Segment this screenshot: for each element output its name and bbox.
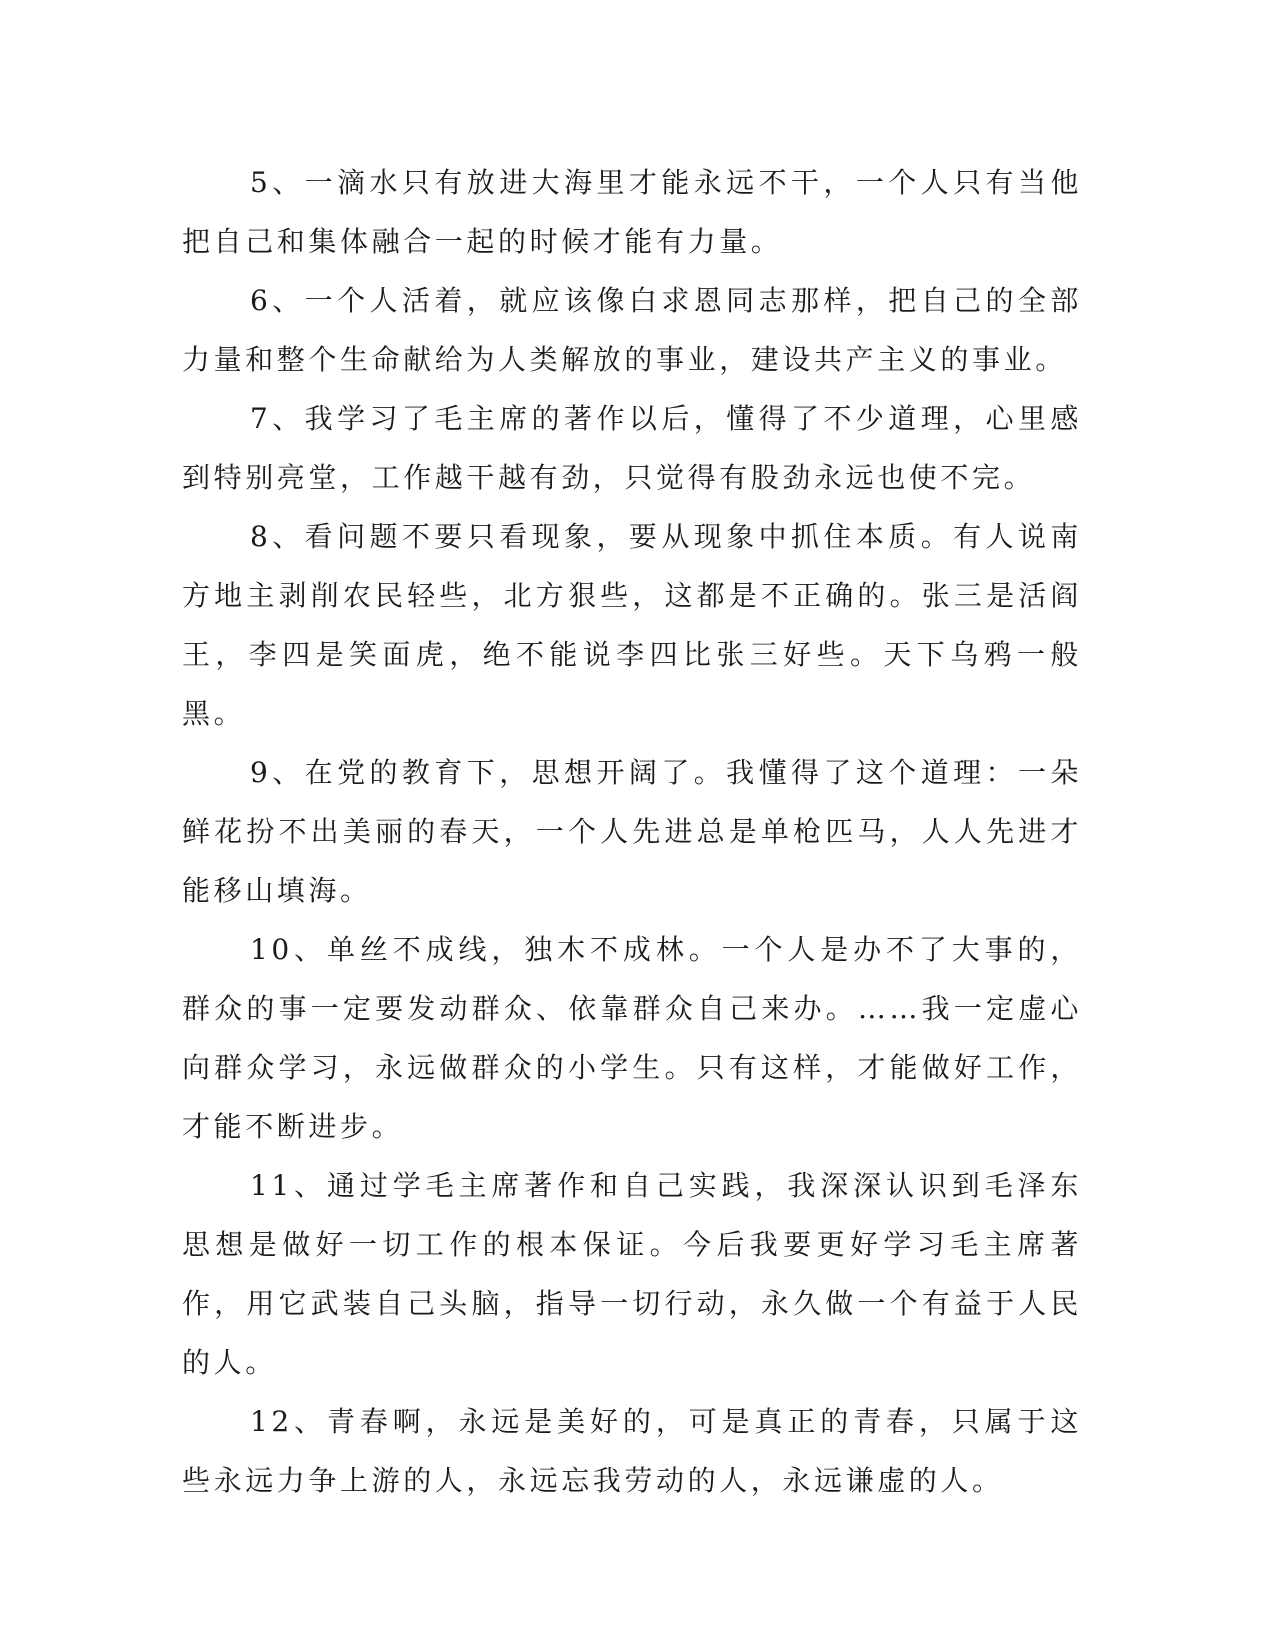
quote-paragraph-10: 10、单丝不成线，独木不成林。一个人是办不了大事的，群众的事一定要发动群众、依靠群众自己来办。……我一定虚心向群众学习，永远做群众的小学生。只有这样，才能做好工作，才能不断进步。	[182, 933, 1082, 1143]
quote-paragraph-6: 6、一个人活着，就应该像白求恩同志那样，把自己的全部力量和整个生命献给为人类解放的事业，建设共产主义的事业。	[182, 284, 1082, 376]
quote-paragraph-5: 5、一滴水只有放进大海里才能永远不干，一个人只有当他把自己和集体融合一起的时候才能有力量。	[182, 166, 1082, 258]
quote-paragraph-11: 11、通过学毛主席著作和自己实践，我深深认识到毛泽东思想是做好一切工作的根本保证。今后我要更好学习毛主席著作，用它武装自己头脑，指导一切行动，永久做一个有益于人民的人。	[182, 1169, 1082, 1379]
document-body	[182, 153, 1082, 1510]
quote-paragraph-9: 9、在党的教育下，思想开阔了。我懂得了这个道理：一朵鲜花扮不出美丽的春天，一个人先进总是单枪匹马，人人先进才能移山填海。	[182, 756, 1082, 907]
quote-paragraph-7: 7、我学习了毛主席的著作以后，懂得了不少道理，心里感到特别亮堂，工作越干越有劲，只觉得有股劲永远也使不完。	[182, 402, 1082, 494]
quote-paragraph-8: 8、看问题不要只看现象，要从现象中抓住本质。有人说南方地主剥削农民轻些，北方狠些，这都是不正确的。张三是活阎王，李四是笑面虎，绝不能说李四比张三好些。天下乌鸦一般黑。	[182, 520, 1082, 730]
quote-paragraph-12: 12、青春啊，永远是美好的，可是真正的青春，只属于这些永远力争上游的人，永远忘我劳动的人，永远谦虚的人。	[182, 1405, 1082, 1497]
